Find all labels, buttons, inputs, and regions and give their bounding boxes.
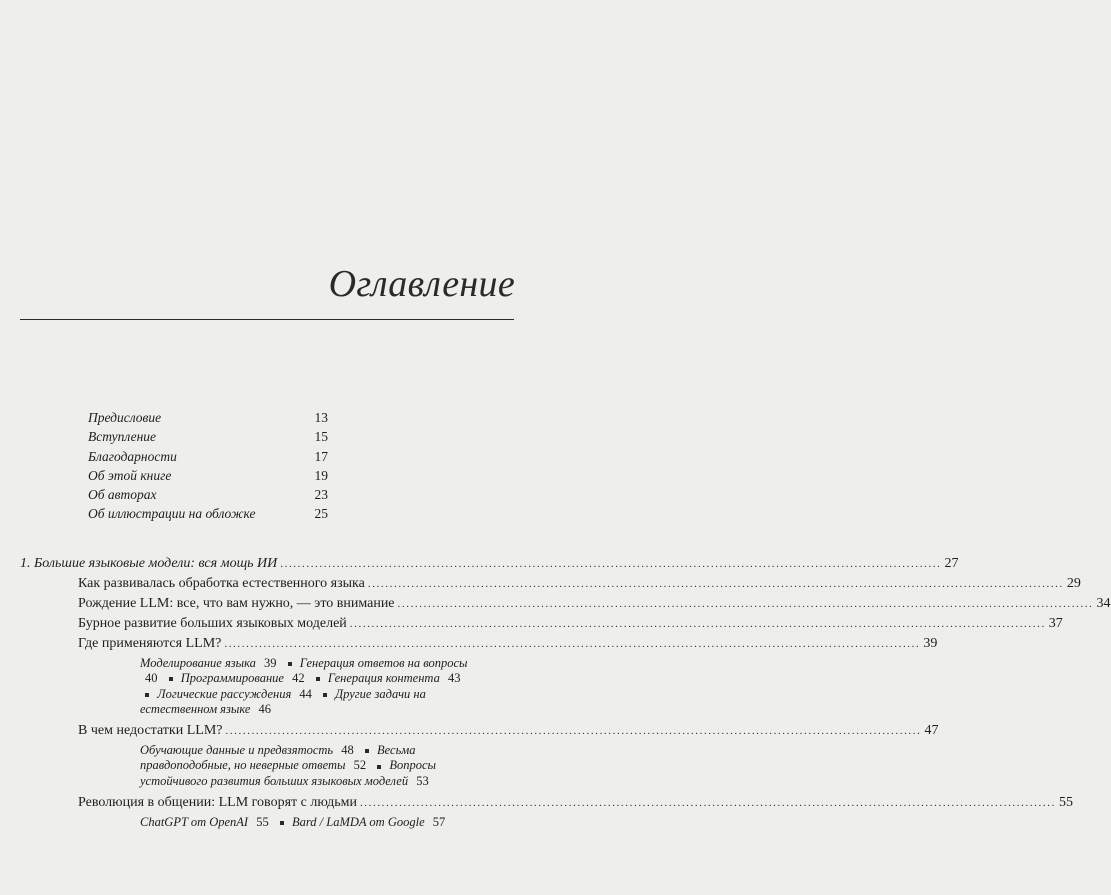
front-matter-list [88,410,328,526]
section-page: 47 [924,723,939,739]
subsection-list [140,743,480,789]
page-title: Оглавление [328,263,515,305]
section-title: Где применяются LLM? [78,636,222,651]
section-page: 34 [1096,596,1111,611]
subsection-page: 55 [256,815,269,830]
section-page: 39 [923,636,938,651]
front-matter-page: 25 [314,506,328,522]
chapter-title: 1. Большие языковые модели: вся мощь ИИ [20,556,278,571]
subsection-title: Bard / LaMDA от Google [291,815,425,830]
subsection-page: 39 [264,656,277,670]
title-rule [20,319,514,320]
chapter-page: 27 [944,556,959,571]
leader-dots: ................................................................................................................................................................ [224,638,921,650]
section-title: В чем недостатки LLM? [78,723,223,739]
separator-square-icon [365,749,369,753]
section-page: 29 [1066,576,1081,591]
subsection-page: 52 [353,758,367,773]
leader-dots: ................................................................................................................................................................ [349,618,1046,630]
front-matter-page: 15 [314,429,328,445]
section-entry [20,636,938,656]
subsection-title: Весьма правдоподобные, но неверные ответы [140,743,416,773]
subsection-title: Вопросы устойчивого развития больших языковых моделей [140,758,437,788]
front-matter-page: 13 [314,410,328,425]
subsection-title: Моделирование языка [140,656,256,670]
subsection-title: Программирование [180,671,284,686]
section-entry [20,795,1073,815]
leader-dots: ................................................................................................................................................................ [397,598,1094,610]
separator-square-icon [145,693,149,697]
subsection-page: 43 [447,671,461,686]
front-matter-page: 23 [314,487,328,503]
subsection-title: Генерация ответов на вопросы [299,656,468,670]
subsection-list [140,815,480,830]
separator-square-icon [316,677,320,681]
subsection-page: 40 [145,671,158,686]
leader-dots: ................................................................................................................................................................ [225,725,922,738]
section-title: Как развивалась обработка естественного языка [78,576,365,591]
front-matter-label: Об иллюстрации на обложке [88,506,256,522]
front-matter-label: Об этой книге [88,467,172,483]
subsection-page: 46 [258,701,272,716]
front-matter-item [88,429,328,448]
section-entry [20,596,1111,616]
subsection-title: ChatGPT от OpenAI [140,815,249,830]
subsection-page: 57 [432,815,446,830]
section-entry [20,616,1063,636]
front-matter-page: 19 [314,467,328,483]
front-matter-label: Об авторах [88,487,157,503]
section-page: 37 [1048,616,1063,631]
leader-dots: ................................................................................................................................................................ [359,797,1056,810]
section-title: Бурное развитие больших языковых моделей [78,616,347,631]
section-list [20,576,1111,830]
front-matter-label: Благодарности [88,448,177,464]
subsection-list [140,656,480,717]
subsection-title: Обучающие данные и предвзятость [140,743,334,758]
subsection-page: 48 [341,743,354,758]
subsection-title: Генерация контента [327,671,440,686]
leader-dots: ................................................................................................................................................................ [367,578,1064,590]
front-matter-item [88,468,328,487]
subsection-page: 44 [299,686,312,701]
section-entry [20,576,1081,596]
front-matter-item [88,487,328,506]
front-matter-page: 17 [314,448,328,464]
leader-dots: ........................................................................................................................................................ [280,558,942,570]
chapter-block [20,556,1111,836]
section-title: Революция в общении: LLM говорят с людьми [78,795,357,811]
front-matter-item [88,410,328,429]
separator-square-icon [280,821,284,825]
separator-square-icon [377,765,381,769]
section-entry [20,723,939,743]
subsection-title: Другие задачи на естественном языке [140,686,426,716]
chapter-entry [20,556,959,576]
section-title: Рождение LLM: все, что вам нужно, — это внимание [78,596,395,611]
front-matter-item [88,449,328,468]
separator-square-icon [169,677,173,681]
front-matter-item [88,506,328,525]
subsection-title: Логические рассуждения [157,686,292,701]
section-page: 55 [1058,795,1073,811]
subsection-page: 42 [292,671,305,686]
subsection-page: 53 [416,773,429,788]
front-matter-label: Вступление [88,429,157,445]
separator-square-icon [323,693,327,697]
separator-square-icon [288,662,292,666]
front-matter-label: Предисловие [88,410,162,425]
